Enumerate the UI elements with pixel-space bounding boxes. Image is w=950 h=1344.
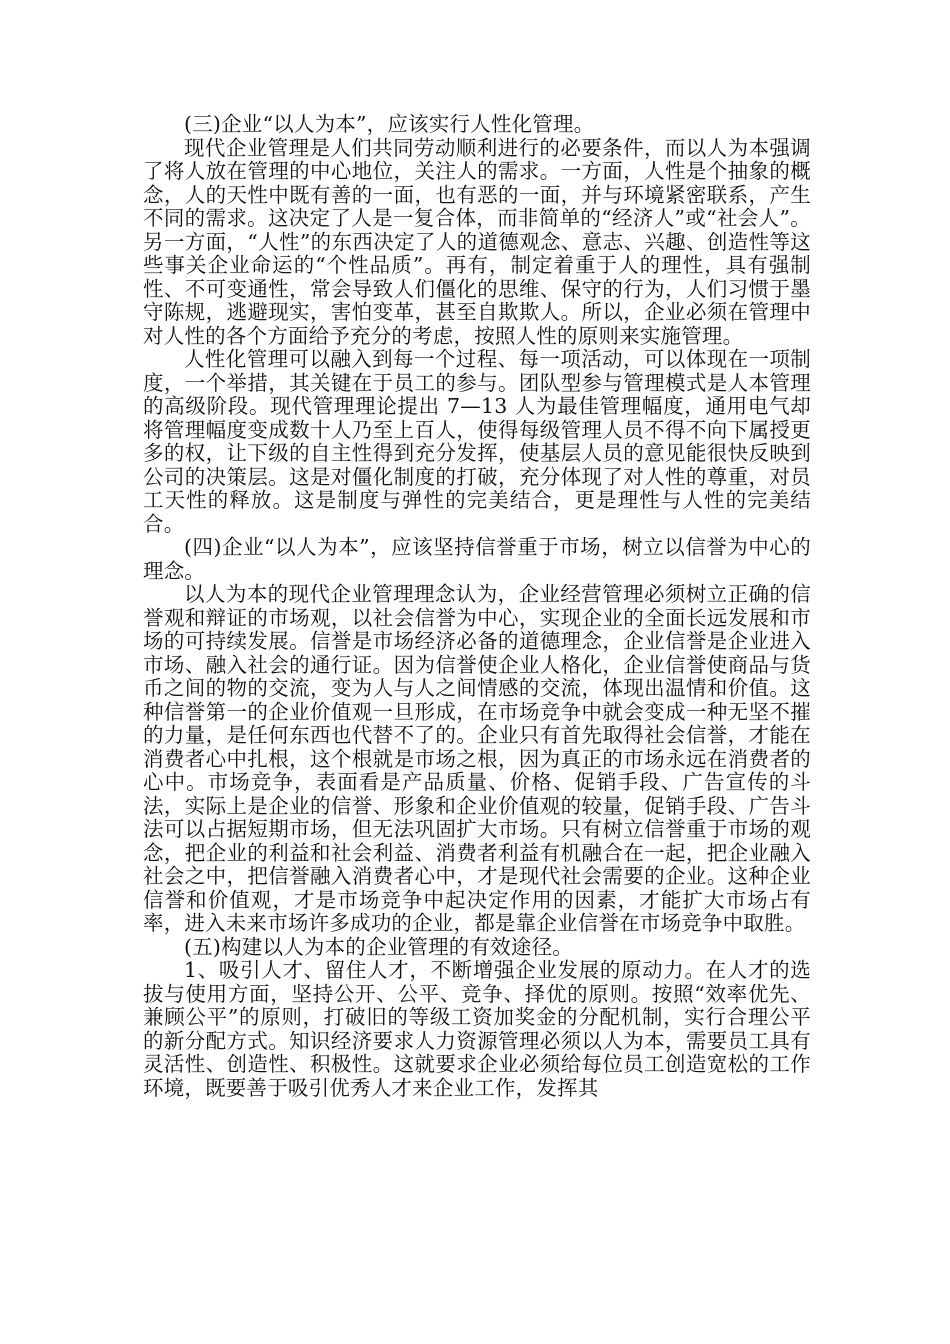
paragraph: 1、吸引人才、留住人才，不断增强企业发展的原动力。在人才的选拔与使用方面，坚持公开、公平、竞争、择优的原则。按照“效率优先、兼顾公平”的原则，打破旧的等级工资加奖金的分配机制，实行合理公平的新分配方式。知识经济要求人力资源管理必须以人为本，需要员工具有灵活性、创造性、积极性。这就要求企业必须给每位员工创造宽松的工作环境，既要善于吸引优秀人才来企业工作，发挥其	[143, 958, 811, 1100]
paragraph: 以人为本的现代企业管理理念认为，企业经营管理必须树立正确的信誉观和辩证的市场观，以社会信誉为中心，实现企业的全面长远发展和市场的可持续发展。信誉是市场经济必备的道德理念，企业信誉是企业进入市场、融入社会的通行证。因为信誉使企业人格化，企业信誉使商品与货币之间的物的交流，变为人与人之间情感的交流，体现出温情和价值。这种信誉第一的企业价值观一旦形成，在市场竞争中就会变成一种无坚不摧的力量，是任何东西也代替不了的。企业只有首先取得社会信誉，才能在消费者心中扎根，这个根就是市场之根，因为真正的市场永远在消费者的心中。市场竞争，表面看是产品质量、价格、促销手段、广告宣传的斗法，实际上是企业的信誉、形象和企业价值观的较量，促销手段、广告斗法可以占据短期市场，但无法巩固扩大市场。只有树立信誉重于市场的观念，把企业的利益和社会利益、消费者利益有机融合在一起，把企业融入社会之中，把信誉融入消费者心中，才是现代社会需要的企业。这种企业信誉和价值观，才是市场竞争中起决定作用的因素，才能扩大市场占有率，进入未来市场许多成功的企业，都是靠企业信誉在市场竞争中取胜。	[143, 582, 811, 935]
section-heading-3: (三)企业“以人为本”，应该实行人性化管理。	[184, 112, 595, 136]
section-heading-5: (五)构建以人为本的企业管理的有效途径。	[184, 934, 573, 959]
section-heading-4: (四)企业“以人为本”，应该坚持信誉重于市场，树立以信誉为中心的理念。	[143, 535, 811, 583]
paragraph: 现代企业管理是人们共同劳动顺利进行的必要条件，而以人为本强调了将人放在管理的中心地位，关注人的需求。一方面，人性是个抽象的概念，人的天性中既有善的一面，也有恶的一面，并与环境紧密联系，产生不同的需求。这决定了人是一复合体，而非简单的“经济人”或“社会人”。另一方面，“人性”的东西决定了人的道德观念、意志、兴趣、创造性等这些事关企业命运的“个性品质”。再有，制定着重于人的理性，具有强制性、不可变通性，常会导致人们僵化的思维、保守的行为，人们习惯于墨守陈规，逃避现实，害怕变革，甚至自欺欺人。所以，企业必须在管理中对人性的各个方面给予充分的考虑，按照人性的原则来实施管理。	[143, 135, 811, 348]
paragraph: 人性化管理可以融入到每一个过程、每一项活动，可以体现在一项制度，一个举措，其关键在于员工的参与。团队型参与管理模式是人本管理的高级阶段。现代管理理论提出 7—13 人为最佳管理幅度，通用电气却将管理幅度变成数十人乃至上百人，使得每级管理人员不得不向下属授更多的权，让下级的自主性得到充分发挥，使基层人员的意见能很快反映到公司的决策层。这是对僵化制度的打破，充分体现了对人性的尊重，对员工天性的释放。这是制度与弹性的完美结合，更是理性与人性的完美结合。	[143, 347, 811, 536]
document-body	[143, 113, 811, 1100]
